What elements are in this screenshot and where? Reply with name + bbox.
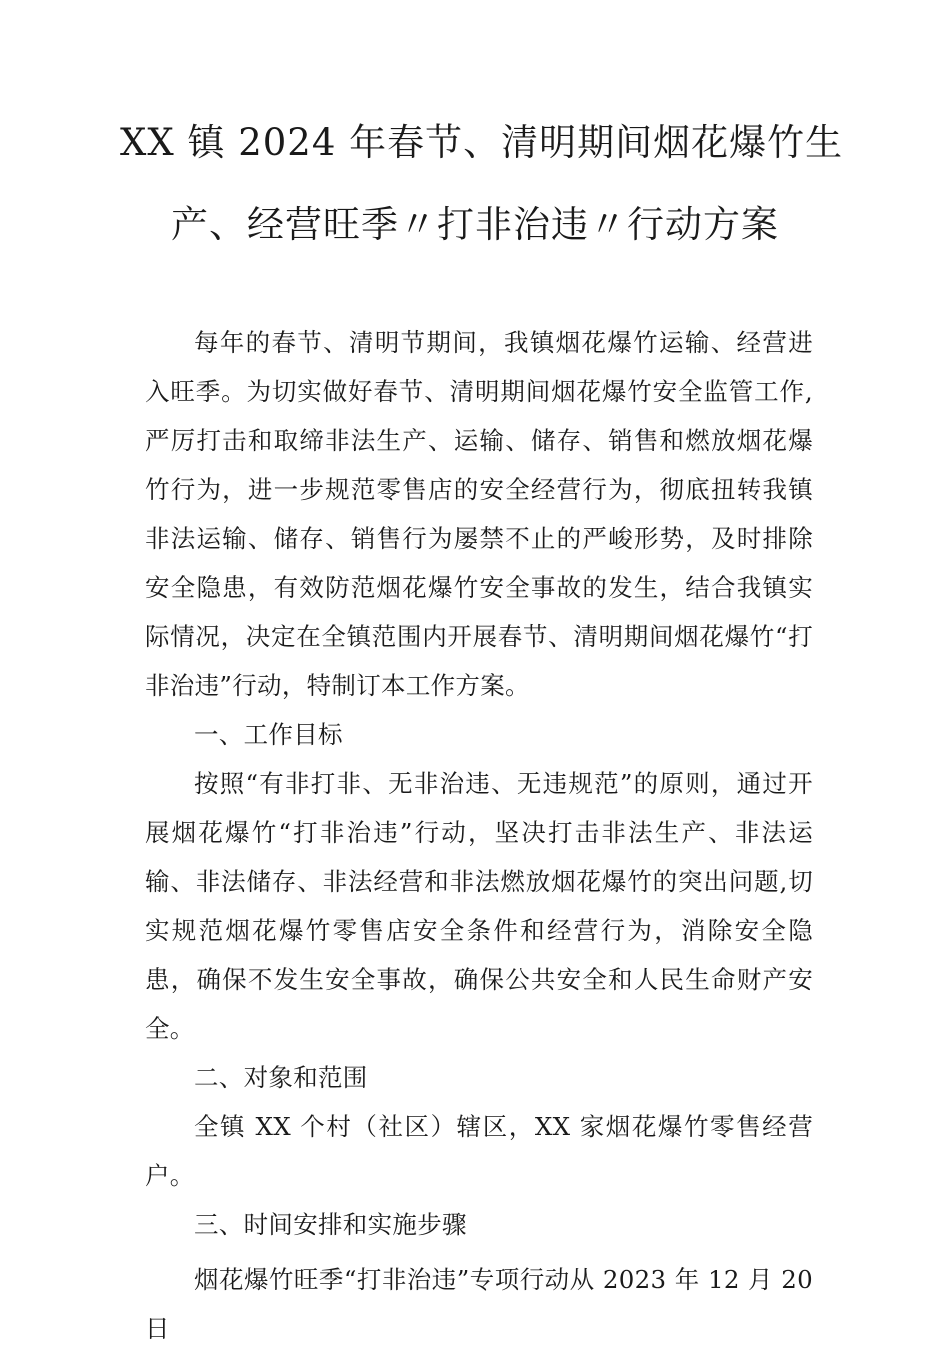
section-2-heading: 二、对象和范围 xyxy=(194,1063,368,1092)
section-1-heading: 一、工作目标 xyxy=(194,720,343,749)
intro-paragraph: 每年的春节、清明节期间，我镇烟花爆竹运输、经营进入旺季。为切实做好春节、清明期间烟花爆竹安全监管工作,严厉打击和取缔非法生产、运输、储存、销售和燃放烟花爆竹行为，进一步规范零售店的安全经营行为，彻底扭转我镇非法运输、储存、销售行为屡禁不止的严峻形势，及时排除安全隐患，有效防范烟花爆竹安全事故的发生，结合我镇实际情况，决定在全镇范围内开展春节、清明期间烟花爆竹“打非治违”行动，特制订本工作方案。 xyxy=(145,328,813,700)
document-title-line-1: XX 镇 2024 年春节、清明期间烟花爆竹生 xyxy=(120,121,844,164)
document-title-line-2: 产、经营旺季〃打非治违〃行动方案 xyxy=(171,203,779,246)
section-2-paragraph: 全镇 XX 个村（社区）辖区，XX 家烟花爆竹零售经营户。 xyxy=(145,1112,813,1190)
section-1-paragraph: 按照“有非打非、无非治违、无违规范”的原则，通过开展烟花爆竹“打非治违”行动，坚决打击非法生产、非法运输、非法储存、非法经营和非法燃放烟花爆竹的突出问题,切实规范烟花爆竹零售店安全条件和经营行为，消除安全隐患，确保不发生安全事故，确保公共安全和人民生命财产安全。 xyxy=(145,769,813,1043)
section-3-heading: 三、时间安排和实施步骤 xyxy=(194,1210,467,1239)
document-body xyxy=(145,318,813,1353)
section-3-paragraph: 烟花爆竹旺季“打非治违”专项行动从 2023 年 12 月 20 日 xyxy=(145,1265,813,1343)
